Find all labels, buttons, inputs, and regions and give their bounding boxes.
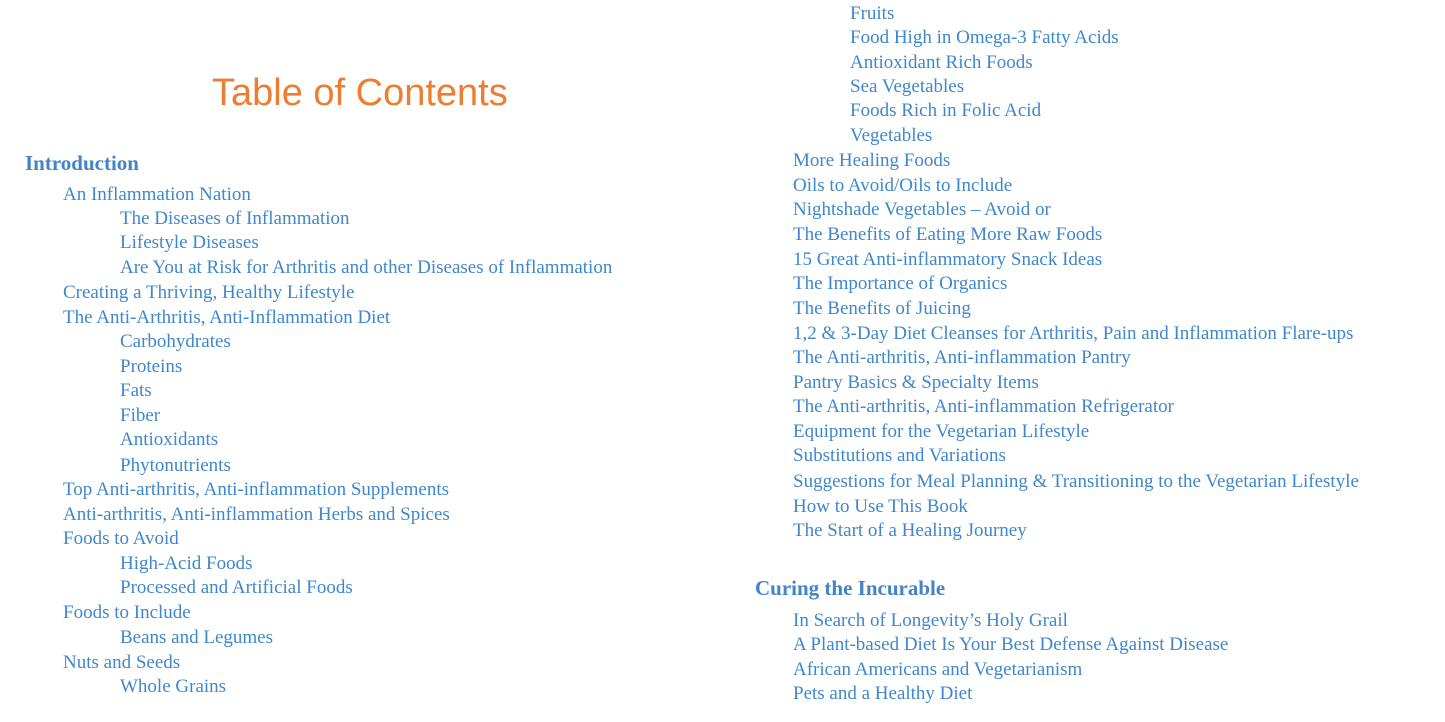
toc-section-heading[interactable]: Curing the Incurable (755, 576, 946, 600)
toc-entry-link[interactable]: Creating a Thriving, Healthy Lifestyle (63, 282, 355, 303)
toc-entry-link[interactable]: Top Anti-arthritis, Anti-inflammation Supplements (63, 479, 450, 500)
toc-entry-link[interactable]: Proteins (120, 356, 183, 377)
toc-entry-link[interactable]: Whole Grains (120, 676, 227, 697)
toc-entry-link[interactable]: 1,2 & 3-Day Diet Cleanses for Arthritis, Pain and Inflammation Flare-ups (793, 323, 1354, 344)
toc-entry-link[interactable]: 15 Great Anti-inflammatory Snack Ideas (793, 249, 1103, 270)
toc-entry-link[interactable]: High-Acid Foods (120, 553, 253, 574)
toc-entry-link[interactable]: The Diseases of Inflammation (120, 208, 350, 229)
toc-entry-link[interactable]: Vegetables (850, 125, 933, 146)
toc-entry-link[interactable]: Food High in Omega-3 Fatty Acids (850, 27, 1119, 48)
toc-entry-link[interactable]: The Anti-Arthritis, Anti-Inflammation Diet (63, 307, 391, 328)
toc-entry-link[interactable]: The Anti-arthritis, Anti-inflammation Refrigerator (793, 396, 1174, 417)
toc-entry-link[interactable]: The Benefits of Eating More Raw Foods (793, 224, 1103, 245)
toc-entry-link[interactable]: In Search of Longevity’s Holy Grail (793, 610, 1068, 631)
toc-entry-link[interactable]: Pets and a Healthy Diet (793, 683, 973, 704)
toc-entry-link[interactable]: Lifestyle Diseases (120, 232, 259, 253)
toc-section-heading[interactable]: Introduction (25, 151, 139, 175)
toc-entry-link[interactable]: How to Use This Book (793, 496, 968, 517)
toc-entry-link[interactable]: Nuts and Seeds (63, 652, 181, 673)
toc-entry-link[interactable]: Foods to Include (63, 602, 191, 623)
toc-entry-link[interactable]: Beans and Legumes (120, 627, 274, 648)
toc-entry-link[interactable]: Antioxidant Rich Foods (850, 52, 1033, 73)
toc-entry-link[interactable]: An Inflammation Nation (63, 184, 251, 205)
toc-entry-link[interactable]: Sea Vegetables (850, 76, 965, 97)
toc-entry-link[interactable]: Foods to Avoid (63, 528, 179, 549)
toc-entry-link[interactable]: The Start of a Healing Journey (793, 520, 1027, 541)
toc-entry-link[interactable]: Fiber (120, 405, 161, 426)
toc-entry-link[interactable]: Carbohydrates (120, 331, 231, 352)
toc-entry-link[interactable]: Substitutions and Variations (793, 445, 1006, 466)
page-title: Table of Contents (212, 72, 508, 114)
toc-entry-link[interactable]: Suggestions for Meal Planning & Transitioning to the Vegetarian Lifestyle (793, 471, 1359, 492)
toc-entry-link[interactable]: Oils to Avoid/Oils to Include (793, 175, 1013, 196)
toc-entry-link[interactable]: Fats (120, 380, 152, 401)
toc-entry-link[interactable]: African Americans and Vegetarianism (793, 659, 1083, 680)
toc-entry-link[interactable]: Phytonutrients (120, 455, 231, 476)
toc-entry-link[interactable]: Processed and Artificial Foods (120, 577, 353, 598)
toc-entry-link[interactable]: Are You at Risk for Arthritis and other Diseases of Inflammation (120, 257, 613, 278)
toc-entry-link[interactable]: The Benefits of Juicing (793, 298, 971, 319)
toc-entry-link[interactable]: The Importance of Organics (793, 273, 1008, 294)
toc-entry-link[interactable]: A Plant-based Diet Is Your Best Defense Against Disease (793, 634, 1229, 655)
toc-entry-link[interactable]: Foods Rich in Folic Acid (850, 100, 1042, 121)
toc-entry-link[interactable]: Pantry Basics & Specialty Items (793, 372, 1039, 393)
toc-entry-link[interactable]: More Healing Foods (793, 150, 951, 171)
toc-entry-link[interactable]: Fruits (850, 3, 895, 24)
toc-entry-link[interactable]: Equipment for the Vegetarian Lifestyle (793, 421, 1090, 442)
toc-entry-link[interactable]: Antioxidants (120, 429, 219, 450)
toc-entry-link[interactable]: Anti-arthritis, Anti-inflammation Herbs and Spices (63, 504, 450, 525)
toc-entry-link[interactable]: Nightshade Vegetables – Avoid or (793, 199, 1051, 220)
toc-entry-link[interactable]: The Anti-arthritis, Anti-inflammation Pantry (793, 347, 1131, 368)
